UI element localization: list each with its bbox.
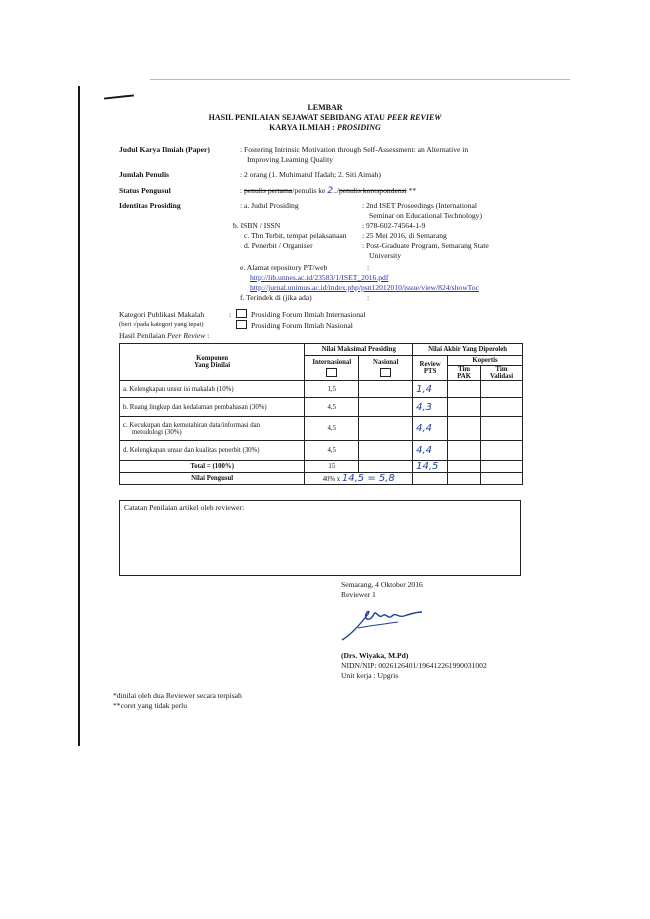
page-top-edge	[150, 79, 570, 80]
total-review: 14,5	[416, 461, 439, 472]
review-table	[119, 343, 523, 485]
status-label: Status Pengusul	[119, 186, 171, 195]
signature-scribble-icon	[338, 600, 428, 645]
table-row	[120, 398, 523, 417]
row-intl: 1,5	[305, 381, 359, 398]
table-row-total	[120, 461, 523, 473]
doc-subtitle: HASIL PENILAIAN SEJAWAT SEBIDANG ATAU PEER REVIEW	[208, 113, 442, 122]
header-nasional: Nasional	[359, 356, 413, 381]
row-nasional	[359, 417, 413, 441]
header-nilai-akhir: Nilai Akhir Yang Diperoleh	[413, 344, 523, 356]
checkbox-internasional[interactable]	[236, 309, 247, 318]
pengusul-label: Nilai Pengusul	[120, 473, 305, 485]
sign-nidn: NIDN/NIP: 0026126401/196412261990031002	[341, 661, 487, 670]
repo-label: e. Alamat repository PT/web	[240, 263, 328, 272]
footnote-2: **coret yang tidak perlu	[113, 701, 188, 710]
isbn-label: b. ISBN / ISSN	[233, 221, 281, 230]
repo-link-1[interactable]: http://lib.unnes.ac.id/23583/1/ISET_2016.pdf	[250, 273, 389, 282]
row-tim-validasi	[481, 441, 523, 461]
row-tim-pak	[448, 381, 481, 398]
row-tim-pak	[448, 441, 481, 461]
judul-value-2: Improving Learning Quality	[247, 155, 334, 164]
footnote-1: *dinilai oleh dua Reviewer secara terpisah	[113, 691, 242, 700]
row-intl: 4,5	[305, 398, 359, 417]
jumlah-label: Jumlah Penulis	[119, 170, 170, 179]
terindek-label: f. Terindek di (jika ada)	[240, 293, 312, 302]
row-tim-validasi	[481, 381, 523, 398]
row-nasional	[359, 441, 413, 461]
total-label: Total = (100%)	[120, 461, 305, 473]
row-label: b. Ruang lingkup dan kedalaman pembahasan (30%)	[120, 398, 305, 417]
table-row-pengusul	[120, 473, 523, 485]
isbn-value: : 978-602-74564-1-9	[362, 221, 426, 230]
row-tim-pak	[448, 398, 481, 417]
jumlah-value: : 2 orang (1. Muhimatul Ifadah; 2. Siti Aimah)	[240, 170, 381, 179]
row-label: a. Kelengkapan unsur isi makalah (10%)	[120, 381, 305, 398]
checkbox-table-internasional[interactable]	[326, 368, 337, 377]
row-tim-validasi	[481, 417, 523, 441]
row-intl: 4,5	[305, 417, 359, 441]
row-label: c. Kecukupan dan kemutahiran data/informasi dan metodologi (30%)	[120, 417, 305, 441]
kategori-hint: (beri √pada kategori yang tepat)	[119, 321, 204, 328]
header-tim-pak: Tim PAK	[448, 366, 481, 381]
header-kopertis: Kopertis	[448, 356, 523, 366]
penerbit-value-1: : Post-Graduate Program, Semarang State	[362, 241, 489, 250]
row-tim-validasi	[481, 398, 523, 417]
header-review-pts: Review PTS	[413, 356, 448, 381]
doc-title: LEMBAR	[307, 103, 343, 112]
judul-prosiding-value-1: : 2nd ISET Proseedings (International	[362, 201, 478, 210]
table-row	[120, 417, 523, 441]
sign-place-date: Semarang, 4 Oktober 2016	[341, 580, 423, 589]
identitas-label: Identitas Prosiding	[119, 201, 181, 210]
total-intl: 15	[305, 461, 359, 473]
row-nasional	[359, 381, 413, 398]
total-nasional	[359, 461, 413, 473]
row-review: 4,3	[416, 401, 433, 413]
terindek-colon: :	[367, 293, 370, 302]
catatan-label: Catatan Penilaian artikel oleh reviewer:	[124, 503, 245, 512]
hasil-label: Hasil Penilaian Peer Review :	[119, 331, 210, 340]
doc-category: KARYA ILMIAH : PROSIDING	[269, 123, 381, 132]
kategori-label: Kategori Publikasi Makalah	[119, 310, 205, 319]
row-intl: 4,5	[305, 441, 359, 461]
judul-prosiding-value-2: Seminar on Educational Technology)	[369, 211, 482, 220]
repo-colon: :	[367, 263, 370, 272]
pen-mark	[104, 94, 134, 99]
option-nasional: Prosiding Forum Ilmiah Nasional	[251, 321, 353, 330]
kategori-colon: :	[229, 310, 232, 319]
sign-name: (Drs. Wiyaka, M.Pd)	[341, 651, 409, 660]
row-review: 4,4	[416, 423, 433, 434]
sign-unit: Unit kerja : Upgris	[341, 671, 399, 680]
header-tim-validasi: Tim Validasi	[481, 366, 523, 381]
checkbox-nasional[interactable]	[236, 320, 247, 329]
row-tim-pak	[448, 417, 481, 441]
status-value: : penulis pertama/penulis ke 2../penulis korespondensi **	[240, 186, 417, 196]
penerbit-value-2: University	[369, 251, 402, 260]
header-internasional: Internasional	[305, 356, 359, 381]
pengusul-value: 40% x 14,5 = 5,8	[305, 473, 413, 485]
penerbit-label: d. Penerbit / Organiser	[244, 241, 313, 250]
row-label: d. Kelengkapan unsur dan kualitas penerbit (30%)	[120, 441, 305, 461]
page-left-edge	[78, 86, 80, 746]
table-row	[120, 381, 523, 398]
judul-value-1: : Fostering Intrinsic Motivation through Self-Assessment: an Alternative in	[240, 145, 469, 154]
status-handwritten: 2	[327, 186, 334, 196]
header-nilai-maks: Nilai Maksimal Prosiding	[305, 344, 413, 356]
checkbox-table-nasional[interactable]	[380, 368, 391, 377]
judul-prosiding-label: : a. Judul Prosiding	[240, 201, 299, 210]
option-internasional: Prosiding Forum Ilmiah Internasional	[251, 310, 366, 319]
terbit-label: c. Thn Terbit, tempat pelaksanaan	[244, 231, 347, 240]
catatan-box[interactable]	[119, 500, 521, 576]
sign-role: Reviewer 1	[341, 590, 376, 599]
row-nasional	[359, 398, 413, 417]
terbit-value: : 25 Mei 2016, di Semarang	[362, 231, 447, 240]
table-row	[120, 441, 523, 461]
row-review: 1,4	[416, 383, 433, 395]
repo-link-2[interactable]: http://jurnal.unimus.ac.id/index.php/psn12012010/issue/view/824/showToc	[250, 283, 479, 292]
judul-label: Judul Karya Ilmiah (Paper)	[119, 145, 210, 154]
header-komponen: Komponen Yang Dinilai	[120, 344, 305, 381]
row-review: 4,4	[416, 445, 433, 456]
